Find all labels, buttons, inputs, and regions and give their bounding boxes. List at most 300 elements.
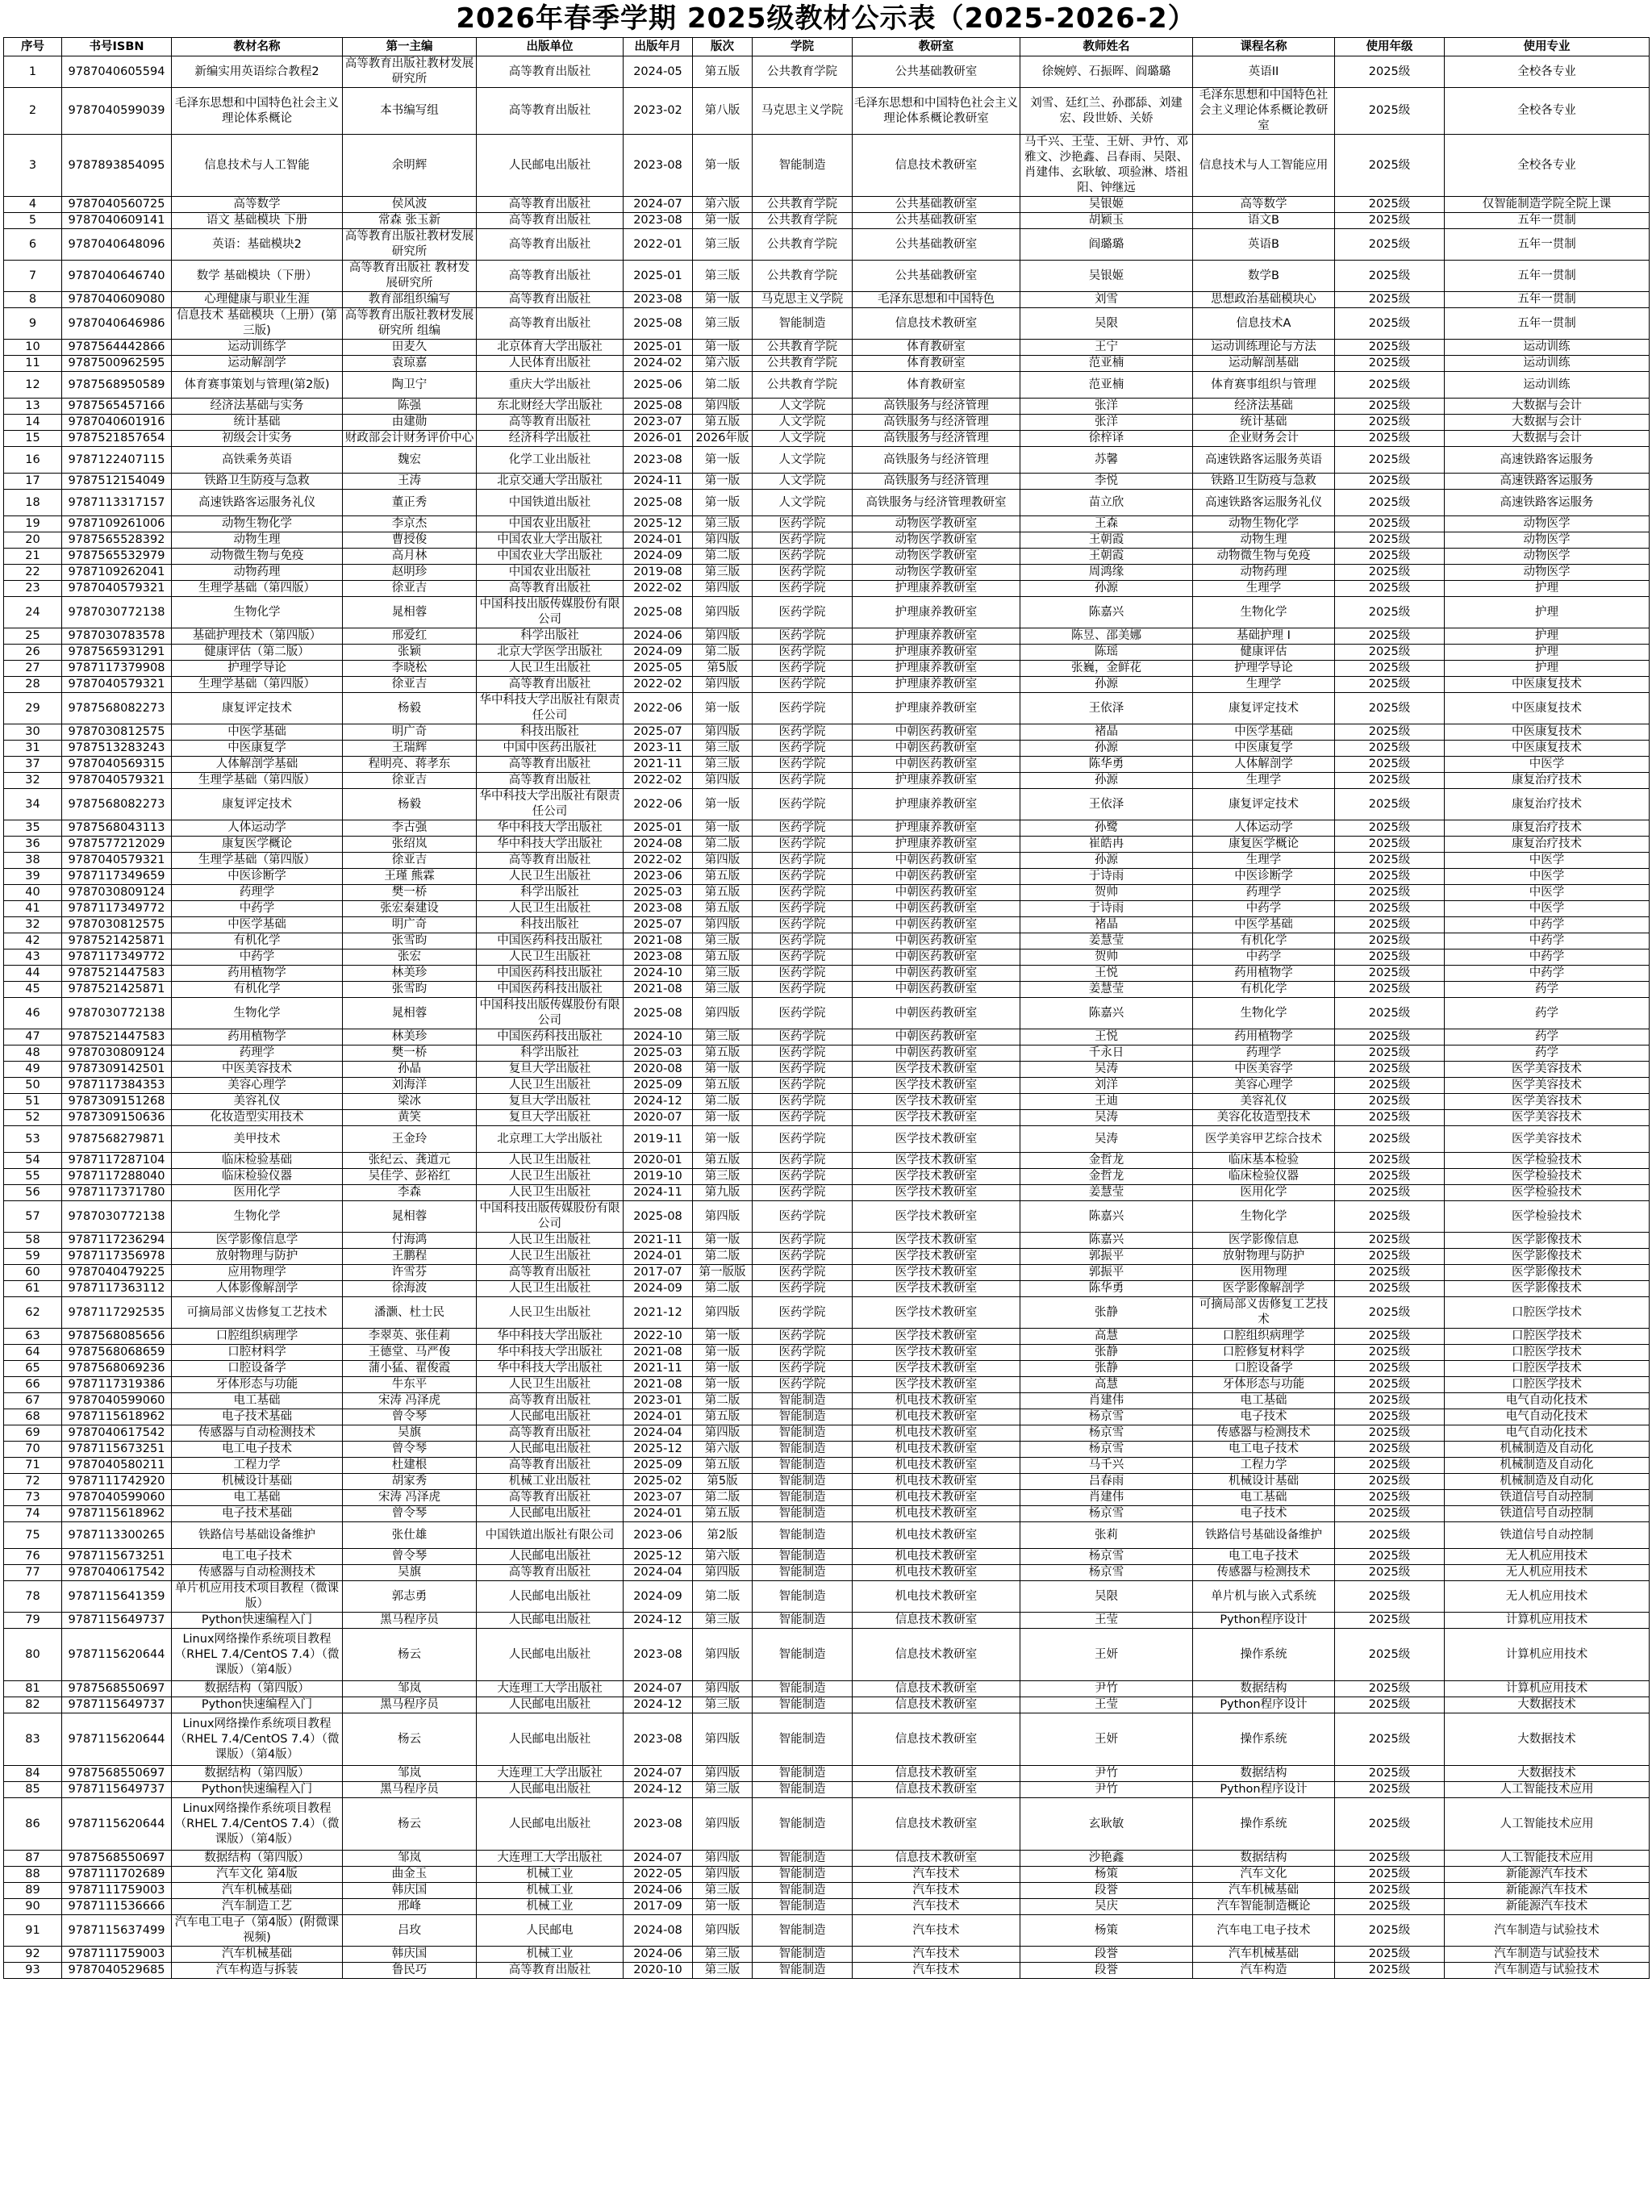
edition-cell: 第四版	[693, 1629, 753, 1681]
teacher-names-cell: 吴庆	[1020, 1899, 1193, 1915]
teaching-office-cell: 汽车技术	[853, 1899, 1020, 1915]
publisher-cell: 机械工业	[477, 1947, 624, 1963]
row-number-cell: 6	[4, 229, 62, 261]
table-row	[4, 1565, 1650, 1581]
teacher-names-cell: 范亚楠	[1020, 372, 1193, 399]
publisher-cell: 人民卫生出版社	[477, 1169, 624, 1185]
publish-date-cell: 2024-05	[624, 56, 693, 88]
major-cell: 医学美容技术	[1445, 1110, 1650, 1126]
teaching-office-cell: 医学技术教研室	[853, 1297, 1020, 1329]
row-number-cell: 74	[4, 1506, 62, 1522]
teaching-office-cell: 护理康养教研室	[853, 677, 1020, 693]
publish-date-cell: 2022-02	[624, 773, 693, 789]
teaching-office-cell: 中朝医药教研室	[853, 869, 1020, 885]
chief-editor-cell: 李古强	[343, 820, 477, 837]
isbn-cell: 9787513283243	[62, 741, 172, 757]
grade-cell: 2025级	[1335, 1201, 1445, 1233]
publish-date-cell: 2020-07	[624, 1110, 693, 1126]
textbook-name-cell: 基础护理技术（第四版）	[172, 628, 343, 645]
edition-cell: 第三版	[693, 1883, 753, 1899]
row-number-cell: 1	[4, 56, 62, 88]
publish-date-cell: 2025-08	[624, 308, 693, 340]
major-cell: 全校各专业	[1445, 88, 1650, 135]
header-cell: 学院	[753, 38, 853, 56]
row-number-cell: 59	[4, 1249, 62, 1265]
college-cell: 智能制造	[753, 1581, 853, 1613]
teacher-names-cell: 尹竹	[1020, 1766, 1193, 1782]
teacher-names-cell: 杨策	[1020, 1867, 1193, 1883]
course-name-cell: 有机化学	[1193, 982, 1335, 998]
course-name-cell: 传感器与检测技术	[1193, 1425, 1335, 1442]
course-name-cell: 电工基础	[1193, 1393, 1335, 1409]
teacher-names-cell: 刘雪、廷红兰、孙郡舔、刘建宏、段世娇、关娇	[1020, 88, 1193, 135]
course-name-cell: 医学影像信息	[1193, 1233, 1335, 1249]
grade-cell: 2025级	[1335, 773, 1445, 789]
isbn-cell: 9787040646986	[62, 308, 172, 340]
isbn-cell: 9787040529685	[62, 1963, 172, 1979]
teaching-office-cell: 机电技术教研室	[853, 1409, 1020, 1425]
publisher-cell: 中国科技出版传媒股份有限公司	[477, 1201, 624, 1233]
row-number-cell: 4	[4, 197, 62, 213]
major-cell: 药学	[1445, 1045, 1650, 1062]
table-row	[4, 1409, 1650, 1425]
teaching-office-cell: 汽车技术	[853, 1947, 1020, 1963]
textbook-name-cell: 汽车机械基础	[172, 1947, 343, 1963]
isbn-cell: 9787512154049	[62, 474, 172, 490]
table-row	[4, 837, 1650, 853]
major-cell: 中药学	[1445, 949, 1650, 966]
isbn-cell: 9787521447583	[62, 1029, 172, 1045]
major-cell: 运动训练	[1445, 372, 1650, 399]
publish-date-cell: 2022-02	[624, 853, 693, 869]
table-row	[4, 213, 1650, 229]
teacher-names-cell: 于诗雨	[1020, 869, 1193, 885]
teacher-names-cell: 王悦	[1020, 1029, 1193, 1045]
isbn-cell: 9787115649737	[62, 1697, 172, 1713]
teaching-office-cell: 中朝医药教研室	[853, 949, 1020, 966]
major-cell: 医学影像技术	[1445, 1265, 1650, 1281]
teacher-names-cell: 金哲龙	[1020, 1153, 1193, 1169]
edition-cell: 第一版	[693, 474, 753, 490]
course-name-cell: 电工基础	[1193, 1490, 1335, 1506]
college-cell: 智能制造	[753, 1798, 853, 1851]
row-number-cell: 10	[4, 340, 62, 356]
grade-cell: 2025级	[1335, 1474, 1445, 1490]
teaching-office-cell: 体育教研室	[853, 372, 1020, 399]
grade-cell: 2025级	[1335, 1490, 1445, 1506]
row-number-cell: 61	[4, 1281, 62, 1297]
publish-date-cell: 2024-09	[624, 549, 693, 565]
teaching-office-cell: 医学技术教研室	[853, 1185, 1020, 1201]
college-cell: 医药学院	[753, 565, 853, 581]
publish-date-cell: 2021-12	[624, 1297, 693, 1329]
header-cell: 使用专业	[1445, 38, 1650, 56]
chief-editor-cell: 吕玫	[343, 1915, 477, 1947]
major-cell: 中医学	[1445, 853, 1650, 869]
textbook-name-cell: 毛泽东思想和中国特色社会主义理论体系概论	[172, 88, 343, 135]
teaching-office-cell: 医学技术教研室	[853, 1201, 1020, 1233]
publish-date-cell: 2024-09	[624, 1281, 693, 1297]
grade-cell: 2025级	[1335, 1233, 1445, 1249]
publish-date-cell: 2022-10	[624, 1329, 693, 1345]
table-row	[4, 1062, 1650, 1078]
row-number-cell: 26	[4, 645, 62, 661]
table-row	[4, 549, 1650, 565]
edition-cell: 第四版	[693, 1851, 753, 1867]
textbook-name-cell: 汽车构造与拆装	[172, 1963, 343, 1979]
publisher-cell: 人民邮电出版社	[477, 1629, 624, 1681]
publish-date-cell: 2020-01	[624, 1153, 693, 1169]
row-number-cell: 76	[4, 1549, 62, 1565]
major-cell: 康复治疗技术	[1445, 837, 1650, 853]
college-cell: 医药学院	[753, 1361, 853, 1377]
chief-editor-cell: 邢爱红	[343, 628, 477, 645]
college-cell: 医药学院	[753, 628, 853, 645]
major-cell: 医学美容技术	[1445, 1062, 1650, 1078]
chief-editor-cell: 徐亚吉	[343, 853, 477, 869]
textbook-name-cell: 高铁乘务英语	[172, 447, 343, 474]
course-name-cell: 高速铁路客运服务英语	[1193, 447, 1335, 474]
isbn-cell: 9787115673251	[62, 1549, 172, 1565]
row-number-cell: 24	[4, 597, 62, 628]
table-row	[4, 292, 1650, 308]
course-name-cell: 临床基本检验	[1193, 1153, 1335, 1169]
publisher-cell: 复旦大学出版社	[477, 1094, 624, 1110]
publisher-cell: 高等教育出版社	[477, 1393, 624, 1409]
course-name-cell: 放射物理与防护	[1193, 1249, 1335, 1265]
edition-cell: 第二版	[693, 1281, 753, 1297]
major-cell: 中医学	[1445, 869, 1650, 885]
grade-cell: 2025级	[1335, 1851, 1445, 1867]
major-cell: 护理	[1445, 597, 1650, 628]
table-row	[4, 1549, 1650, 1565]
grade-cell: 2025级	[1335, 135, 1445, 197]
college-cell: 医药学院	[753, 1169, 853, 1185]
course-name-cell: 工程力学	[1193, 1458, 1335, 1474]
row-number-cell: 80	[4, 1629, 62, 1681]
table-row	[4, 1713, 1650, 1766]
textbook-name-cell: 汽车电工电子（第4版）(附微课视频)	[172, 1915, 343, 1947]
publish-date-cell: 2019-08	[624, 565, 693, 581]
teaching-office-cell: 公共基础教研室	[853, 56, 1020, 88]
major-cell: 医学检验技术	[1445, 1153, 1650, 1169]
textbook-name-cell: Python快速编程入门	[172, 1782, 343, 1798]
table-row	[4, 1297, 1650, 1329]
textbook-name-cell: 心理健康与职业生涯	[172, 292, 343, 308]
teacher-names-cell: 陈嘉兴	[1020, 597, 1193, 628]
header-cell: 出版年月	[624, 38, 693, 56]
major-cell: 大数据与会计	[1445, 431, 1650, 447]
grade-cell: 2025级	[1335, 1782, 1445, 1798]
row-number-cell: 38	[4, 853, 62, 869]
isbn-cell: 9787564442866	[62, 340, 172, 356]
major-cell: 机械制造及自动化	[1445, 1474, 1650, 1490]
grade-cell: 2025级	[1335, 1126, 1445, 1153]
table-row	[4, 399, 1650, 415]
course-name-cell: 牙体形态与功能	[1193, 1377, 1335, 1393]
edition-cell: 第五版	[693, 1078, 753, 1094]
teaching-office-cell: 中朝医药教研室	[853, 966, 1020, 982]
publish-date-cell: 2021-08	[624, 1377, 693, 1393]
teaching-office-cell: 信息技术教研室	[853, 1681, 1020, 1697]
isbn-cell: 9787040599060	[62, 1393, 172, 1409]
chief-editor-cell: 吴旗	[343, 1565, 477, 1581]
college-cell: 公共教育学院	[753, 213, 853, 229]
textbook-name-cell: 美容心理学	[172, 1078, 343, 1094]
grade-cell: 2025级	[1335, 197, 1445, 213]
publisher-cell: 人民卫生出版社	[477, 1281, 624, 1297]
edition-cell: 第五版	[693, 1045, 753, 1062]
publisher-cell: 中国科技出版传媒股份有限公司	[477, 597, 624, 628]
major-cell: 无人机应用技术	[1445, 1581, 1650, 1613]
college-cell: 马克思主义学院	[753, 292, 853, 308]
publisher-cell: 大连理工大学出版社	[477, 1766, 624, 1782]
isbn-cell: 9787040479225	[62, 1265, 172, 1281]
major-cell: 大数据与会计	[1445, 415, 1650, 431]
grade-cell: 2025级	[1335, 1697, 1445, 1713]
edition-cell: 第一版	[693, 820, 753, 837]
isbn-cell: 9787521425871	[62, 933, 172, 949]
teaching-office-cell: 汽车技术	[853, 1883, 1020, 1899]
major-cell: 无人机应用技术	[1445, 1549, 1650, 1565]
publisher-cell: 中国医药科技出版社	[477, 982, 624, 998]
edition-cell: 第八版	[693, 88, 753, 135]
teacher-names-cell: 金哲龙	[1020, 1169, 1193, 1185]
textbook-name-cell: Linux网络操作系统项目教程（RHEL 7.4/CentOS 7.4）（微课版）（第4版）	[172, 1713, 343, 1766]
textbook-name-cell: 中医美容技术	[172, 1062, 343, 1078]
edition-cell: 第四版	[693, 998, 753, 1029]
teaching-office-cell: 机电技术教研室	[853, 1506, 1020, 1522]
publisher-cell: 大连理工大学出版社	[477, 1681, 624, 1697]
grade-cell: 2025级	[1335, 1045, 1445, 1062]
edition-cell: 第三版	[693, 933, 753, 949]
chief-editor-cell: 蒲小猛、翟俊霞	[343, 1361, 477, 1377]
table-row	[4, 1474, 1650, 1490]
publisher-cell: 机械工业	[477, 1867, 624, 1883]
teaching-office-cell: 高铁服务与经济管理	[853, 415, 1020, 431]
row-number-cell: 67	[4, 1393, 62, 1409]
isbn-cell: 9787113300265	[62, 1522, 172, 1549]
publish-date-cell: 2024-07	[624, 1766, 693, 1782]
table-row	[4, 516, 1650, 532]
textbook-name-cell: 体育赛事策划与管理(第2版)	[172, 372, 343, 399]
teacher-names-cell: 姜慧莹	[1020, 1185, 1193, 1201]
edition-cell: 第一版	[693, 1110, 753, 1126]
publisher-cell: 华中科技大学出版社	[477, 820, 624, 837]
publish-date-cell: 2024-10	[624, 1029, 693, 1045]
teaching-office-cell: 公共基础教研室	[853, 261, 1020, 292]
textbook-name-cell: 电子技术基础	[172, 1409, 343, 1425]
grade-cell: 2025级	[1335, 447, 1445, 474]
course-name-cell: 中医学基础	[1193, 917, 1335, 933]
course-name-cell: 动物生物化学	[1193, 516, 1335, 532]
row-number-cell: 13	[4, 399, 62, 415]
row-number-cell: 21	[4, 549, 62, 565]
isbn-cell: 9787111702689	[62, 1867, 172, 1883]
grade-cell: 2025级	[1335, 949, 1445, 966]
major-cell: 医学影像技术	[1445, 1249, 1650, 1265]
college-cell: 智能制造	[753, 1782, 853, 1798]
table-body	[4, 56, 1650, 1979]
row-number-cell: 69	[4, 1425, 62, 1442]
college-cell: 公共教育学院	[753, 197, 853, 213]
textbook-name-cell: 护理学导论	[172, 661, 343, 677]
course-name-cell: Python程序设计	[1193, 1782, 1335, 1798]
teacher-names-cell: 陈瑶	[1020, 645, 1193, 661]
chief-editor-cell: 杜建根	[343, 1458, 477, 1474]
teacher-names-cell: 沙艳鑫	[1020, 1851, 1193, 1867]
college-cell: 智能制造	[753, 1442, 853, 1458]
teacher-names-cell: 陈昱、邵美娜	[1020, 628, 1193, 645]
college-cell: 医药学院	[753, 757, 853, 773]
table-row	[4, 645, 1650, 661]
publish-date-cell: 2024-06	[624, 1947, 693, 1963]
major-cell: 医学美容技术	[1445, 1126, 1650, 1153]
course-name-cell: 电工电子技术	[1193, 1442, 1335, 1458]
college-cell: 医药学院	[753, 1329, 853, 1345]
teaching-office-cell: 毛泽东思想和中国特色	[853, 292, 1020, 308]
row-number-cell: 50	[4, 1078, 62, 1094]
table-row	[4, 773, 1650, 789]
row-number-cell: 19	[4, 516, 62, 532]
chief-editor-cell: 黑马程序员	[343, 1613, 477, 1629]
table-row	[4, 1185, 1650, 1201]
teacher-names-cell: 段誉	[1020, 1947, 1193, 1963]
textbook-name-cell: 数据结构（第四版）	[172, 1766, 343, 1782]
course-name-cell: 动物微生物与免疫	[1193, 549, 1335, 565]
textbook-name-cell: 生理学基础（第四版）	[172, 853, 343, 869]
chief-editor-cell: 胡家秀	[343, 1474, 477, 1490]
teacher-names-cell: 孙源	[1020, 581, 1193, 597]
teaching-office-cell: 医学技术教研室	[853, 1094, 1020, 1110]
chief-editor-cell: 程明亮、蒋孝东	[343, 757, 477, 773]
textbook-name-cell: 医学影像信息学	[172, 1233, 343, 1249]
teaching-office-cell: 高铁服务与经济管理	[853, 399, 1020, 415]
table-row	[4, 1281, 1650, 1297]
table-row	[4, 490, 1650, 516]
teacher-names-cell: 王妍	[1020, 1629, 1193, 1681]
teaching-office-cell: 中朝医药教研室	[853, 853, 1020, 869]
teacher-names-cell: 于诗雨	[1020, 901, 1193, 917]
major-cell: 护理	[1445, 645, 1650, 661]
course-name-cell: 经济法基础	[1193, 399, 1335, 415]
chief-editor-cell: 王金玲	[343, 1126, 477, 1153]
publish-date-cell: 2021-08	[624, 1345, 693, 1361]
course-name-cell: 中医学基础	[1193, 724, 1335, 741]
textbook-name-cell: 中医学基础	[172, 917, 343, 933]
publisher-cell: 中国农业出版社	[477, 516, 624, 532]
textbook-name-cell: 药用植物学	[172, 1029, 343, 1045]
publisher-cell: 化学工业出版社	[477, 447, 624, 474]
textbook-name-cell: 数学 基础模块（下册）	[172, 261, 343, 292]
textbook-name-cell: 经济法基础与实务	[172, 399, 343, 415]
college-cell: 智能制造	[753, 1549, 853, 1565]
table-row	[4, 372, 1650, 399]
course-name-cell: 生理学	[1193, 773, 1335, 789]
isbn-cell: 9787111536666	[62, 1899, 172, 1915]
major-cell: 中医学	[1445, 885, 1650, 901]
edition-cell: 第五版	[693, 901, 753, 917]
grade-cell: 2025级	[1335, 1522, 1445, 1549]
chief-editor-cell: 付海鸿	[343, 1233, 477, 1249]
publisher-cell: 人民卫生出版社	[477, 1153, 624, 1169]
grade-cell: 2025级	[1335, 853, 1445, 869]
publish-date-cell: 2019-11	[624, 1126, 693, 1153]
teacher-names-cell: 孙源	[1020, 741, 1193, 757]
table-row	[4, 447, 1650, 474]
textbook-name-cell: 中医诊断学	[172, 869, 343, 885]
chief-editor-cell: 黑马程序员	[343, 1697, 477, 1713]
grade-cell: 2025级	[1335, 645, 1445, 661]
textbook-name-cell: 生理学基础（第四版）	[172, 677, 343, 693]
grade-cell: 2025级	[1335, 1442, 1445, 1458]
publish-date-cell: 2024-10	[624, 966, 693, 982]
chief-editor-cell: 曾令琴	[343, 1549, 477, 1565]
row-number-cell: 63	[4, 1329, 62, 1345]
major-cell: 药学	[1445, 982, 1650, 998]
teacher-names-cell: 马千兴	[1020, 1458, 1193, 1474]
publish-date-cell: 2022-02	[624, 581, 693, 597]
teacher-names-cell: 陈华勇	[1020, 757, 1193, 773]
row-number-cell: 31	[4, 741, 62, 757]
college-cell: 医药学院	[753, 549, 853, 565]
textbook-name-cell: 中医学基础	[172, 724, 343, 741]
table-row	[4, 1782, 1650, 1798]
publisher-cell: 高等教育出版社	[477, 1458, 624, 1474]
chief-editor-cell: 韩庆国	[343, 1883, 477, 1899]
row-number-cell: 49	[4, 1062, 62, 1078]
edition-cell: 第一版	[693, 1062, 753, 1078]
row-number-cell: 75	[4, 1522, 62, 1549]
row-number-cell: 7	[4, 261, 62, 292]
header-cell: 教师姓名	[1020, 38, 1193, 56]
edition-cell: 第四版	[693, 597, 753, 628]
publish-date-cell: 2021-11	[624, 1361, 693, 1377]
chief-editor-cell: 杨云	[343, 1713, 477, 1766]
textbook-name-cell: 动物微生物与免疫	[172, 549, 343, 565]
major-cell: 五年一贯制	[1445, 261, 1650, 292]
isbn-cell: 9787030772138	[62, 597, 172, 628]
row-number-cell: 53	[4, 1126, 62, 1153]
teacher-names-cell: 徐婉婷、石振晖、阎璐璐	[1020, 56, 1193, 88]
publish-date-cell: 2025-01	[624, 820, 693, 837]
table-row	[4, 1045, 1650, 1062]
grade-cell: 2025级	[1335, 292, 1445, 308]
chief-editor-cell: 曾令琴	[343, 1506, 477, 1522]
table-row	[4, 901, 1650, 917]
table-row	[4, 966, 1650, 982]
course-name-cell: 人体解剖学	[1193, 757, 1335, 773]
course-name-cell: 体育赛事组织与管理	[1193, 372, 1335, 399]
teacher-names-cell: 杨京雪	[1020, 1442, 1193, 1458]
textbook-name-cell: 电工基础	[172, 1490, 343, 1506]
row-number-cell: 20	[4, 532, 62, 549]
row-number-cell: 79	[4, 1613, 62, 1629]
row-number-cell: 44	[4, 966, 62, 982]
teacher-names-cell: 杨京雪	[1020, 1506, 1193, 1522]
chief-editor-cell: 本书编写组	[343, 88, 477, 135]
publish-date-cell: 2024-06	[624, 1883, 693, 1899]
isbn-cell: 9787309142501	[62, 1062, 172, 1078]
grade-cell: 2025级	[1335, 661, 1445, 677]
chief-editor-cell: 张宏秦建设	[343, 901, 477, 917]
edition-cell: 第一版	[693, 1126, 753, 1153]
major-cell: 医学美容技术	[1445, 1094, 1650, 1110]
major-cell: 医学检验技术	[1445, 1185, 1650, 1201]
publisher-cell: 高等教育出版社	[477, 757, 624, 773]
teaching-office-cell: 护理康养教研室	[853, 789, 1020, 820]
teaching-office-cell: 中朝医药教研室	[853, 885, 1020, 901]
